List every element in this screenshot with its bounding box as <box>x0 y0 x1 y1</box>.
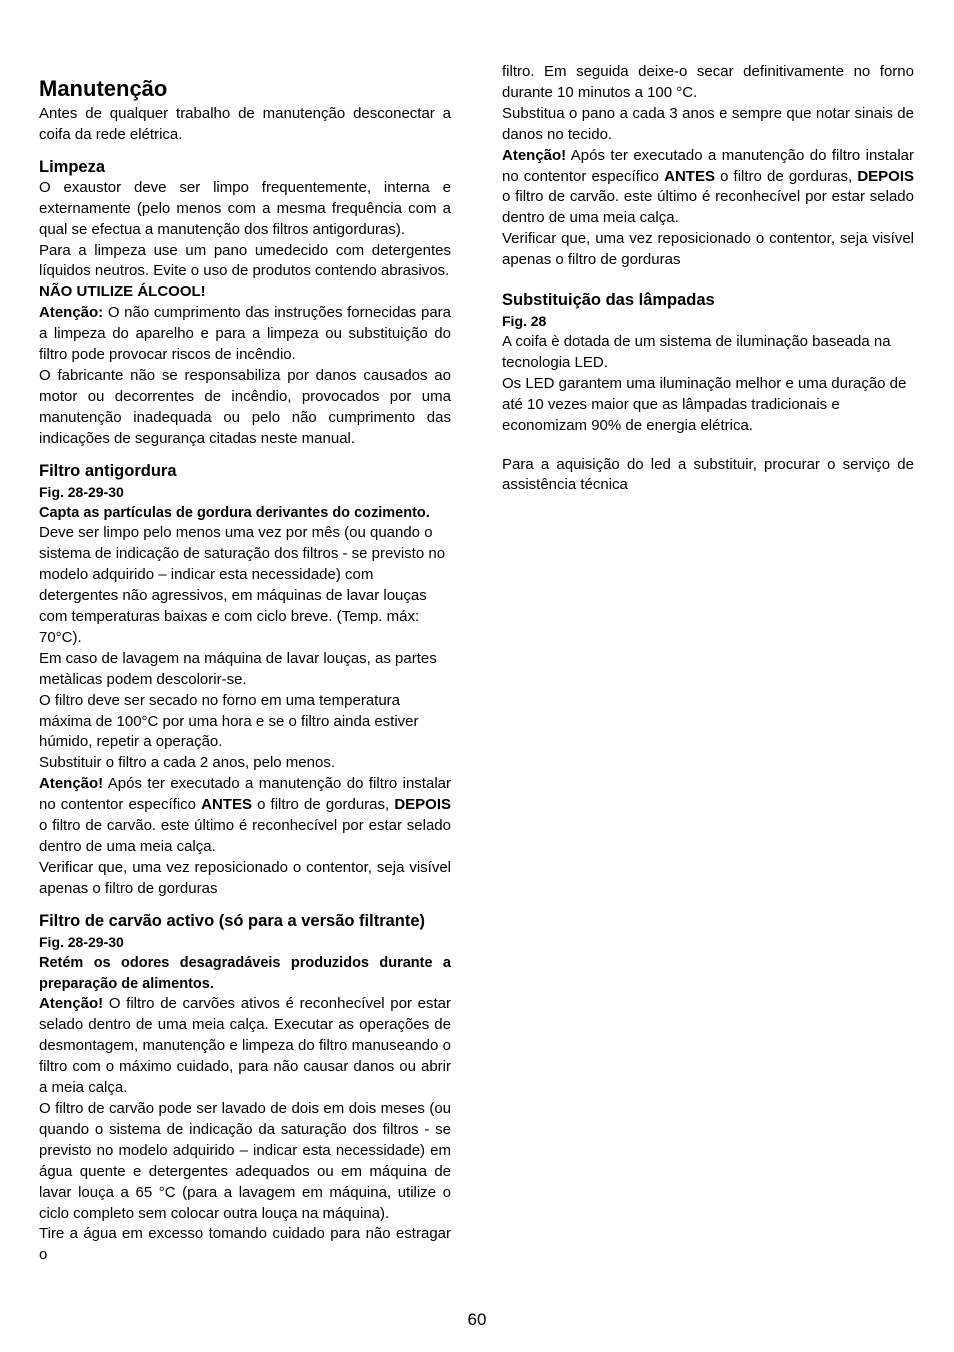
filtro-antigordura-attention <box>39 774 451 858</box>
filtro-antigordura-heading: Filtro antigordura <box>39 461 177 480</box>
filtro-carvao-attention-2 <box>502 146 914 230</box>
attention-label: Atenção: <box>39 304 104 322</box>
attention-text-c: o filtro de carvão. este último é reconhecível por estar selado dentro de uma meia calça. <box>39 817 451 855</box>
filtro-carvao-heading: Filtro de carvão activo (só para a versão filtrante) <box>39 911 426 930</box>
attention-label: Atenção! <box>39 775 104 793</box>
attention-label: Atenção! <box>39 995 104 1013</box>
filtro-antigordura-paragraph-4: Substituir o filtro a cada 2 anos, pelo menos. <box>39 754 336 772</box>
filtro-carvao-paragraph-1: O filtro de carvão pode ser lavado de dois em dois meses (ou quando o sistema de indicação da saturação dos filtros - se previsto no modelo adquirido – indicar esta necessidade) em água quente e detergentes adequados ou em máquina de lavar louça a 65 °C (para a lavagem em máquina, utilize o ciclo completo sem colocar outra louça na máquina). <box>39 1099 451 1222</box>
filtro-carvao-attention <box>39 994 451 1099</box>
filtro-antigordura-fig: Fig. 28-29-30 <box>39 483 124 500</box>
filtro-carvao-fig: Fig. 28-29-30 <box>39 933 124 950</box>
filtro-carvao-paragraph-3: Substitua o pano a cada 3 anos e sempre que notar sinais de danos no tecido. <box>502 104 914 143</box>
limpeza-paragraph-2: Para a limpeza use um pano umedecido com detergentes líquidos neutros. Evite o uso de produtos contendo abrasivos. <box>39 241 451 280</box>
filtro-antigordura-paragraph-3: O filtro deve ser secado no forno em uma temperatura máxima de 100°C por uma hora e se o filtro ainda estiver húmido, repetir a operação. <box>39 691 419 751</box>
page-title: Manutenção <box>39 76 168 101</box>
antes-label: ANTES <box>664 167 715 185</box>
attention-text: O filtro de carvões ativos é reconhecível por estar selado dentro de uma meia calça. Executar as operações de desmontagem, manutenção e limpeza do filtro manuseando o filtro com o máximo cuidado, para não causar danos ou abrir a meia calça. <box>39 995 451 1097</box>
attention-text-a: Após ter executado a manutenção do filtro instalar no contentor específico <box>502 146 914 185</box>
lampadas-paragraph-3: Para a aquisição do led a substituir, procurar o serviço de assistência técnica <box>502 455 914 494</box>
attention-text: O não cumprimento das instruções fornecidas para a limpeza do aparelho e para a limpeza ou substituição do filtro pode provocar riscos de incêndio. <box>39 304 451 364</box>
attention-text-b: o filtro de gorduras, <box>251 796 395 814</box>
lampadas-fig: Fig. 28 <box>502 313 547 330</box>
limpeza-warning: NÃO UTILIZE ÁLCOOL! <box>39 283 206 301</box>
page-number: 60 <box>467 1310 487 1329</box>
limpeza-paragraph-1: O exaustor deve ser limpo frequentemente, interna e externamente (pelo menos com a mesma frequência com a qual se efectua a manutenção dos filtros antigorduras). <box>39 178 451 238</box>
filtro-carvao-lead: Retém os odores desagradáveis produzidos durante a preparação de alimentos. <box>39 954 451 992</box>
filtro-antigordura-lead: Capta as partículas de gordura derivantes do cozimento. <box>39 504 430 521</box>
lampadas-heading: Substituição das lâmpadas <box>502 291 715 310</box>
filtro-carvao-paragraph-2-end: filtro. Em seguida deixe-o secar definitivamente no forno durante 10 minutos a 100 °C. <box>502 63 914 101</box>
limpeza-heading: Limpeza <box>39 157 106 176</box>
filtro-antigordura-paragraph-2: Em caso de lavagem na máquina de lavar louças, as partes metàlicas podem descolorir-se. <box>39 649 437 688</box>
attention-label: Atenção! <box>502 146 567 164</box>
filtro-carvao-paragraph-4: Verificar que, uma vez reposicionado o contentor, seja visível apenas o filtro de gorduras <box>502 230 914 269</box>
filtro-carvao-paragraph-2-start: Tire a água em excesso tomando cuidado para não estragar o <box>39 1225 451 1264</box>
left-column <box>39 76 451 1266</box>
attention-text-a: Após ter executado a manutenção do filtro instalar no contentor específico <box>39 775 451 814</box>
lampadas-paragraph-1: A coifa è dotada de um sistema de iluminação baseada na tecnologia LED. <box>502 332 891 371</box>
limpeza-paragraph-3: O fabricante não se responsabiliza por danos causados ao motor ou decorrentes de incêndio, provocados por uma manutenção inadequada ou pelo não cumprimento das indicações de segurança citadas neste manual. <box>39 366 451 447</box>
attention-text-b: o filtro de gorduras, <box>714 167 858 185</box>
depois-label: DEPOIS <box>394 796 451 814</box>
depois-label: DEPOIS <box>857 167 914 185</box>
filtro-antigordura-paragraph-1: Deve ser limpo pelo menos uma vez por mês (ou quando o sistema de indicação de saturação dos filtros - se previsto no modelo adquirido – indicar esta necessidade) com detergentes não agressivos, em máquinas de lavar louças com temperaturas baixas e com ciclo breve. (Temp. máx: 70°C). <box>39 524 446 646</box>
intro-paragraph: Antes de qualquer trabalho de manutenção desconectar a coifa da rede elétrica. <box>39 105 451 143</box>
right-column <box>502 62 914 496</box>
antes-label: ANTES <box>201 796 252 814</box>
lampadas-paragraph-2: Os LED garantem uma iluminação melhor e uma duração de até 10 vezes maior que as lâmpadas tradicionais e economizam 90% de energia elétrica. <box>502 374 907 434</box>
limpeza-attention <box>39 303 451 366</box>
attention-text-c: o filtro de carvão. este último é reconhecível por estar selado dentro de uma meia calça. <box>502 188 914 227</box>
filtro-antigordura-paragraph-5: Verificar que, uma vez reposicionado o contentor, seja visível apenas o filtro de gorduras <box>39 858 451 897</box>
